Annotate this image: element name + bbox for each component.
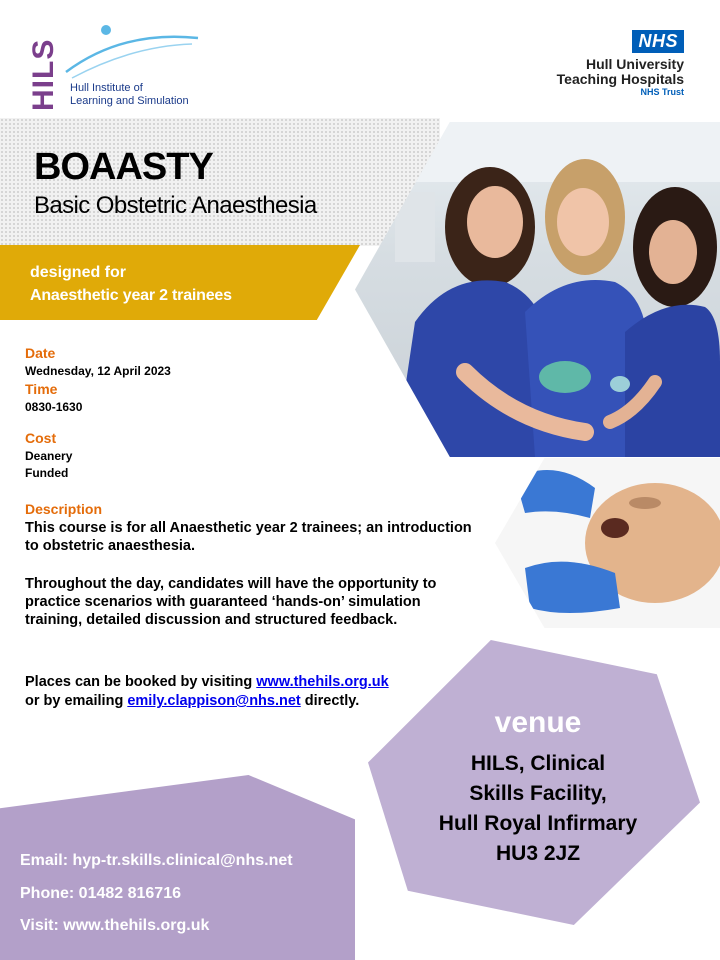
nhs-badge: NHS [632,30,684,53]
venue-line4: HU3 2JZ [495,842,581,865]
audience-banner [0,245,360,320]
banner-line1: designed for [30,264,127,281]
time-label: Time [25,381,58,397]
course-title: BOAASTY [34,146,213,188]
time-value: 0830-1630 [25,400,83,414]
nhs-trust: NHS Trust [640,87,684,97]
date-label: Date [25,345,56,361]
contact-email: Email: hyp-tr.skills.clinical@nhs.net [20,852,293,869]
course-subtitle: Basic Obstetric Anaesthesia [34,192,317,219]
hils-name [70,82,189,108]
contact-website: Visit: www.thehils.org.uk [20,917,210,934]
venue-line3: Hull Royal Infirmary [438,812,638,835]
manikin-photo [495,458,720,628]
hils-logo-mark [27,28,60,111]
manikin-photo-illustration [495,458,720,628]
hils-logo-text: HILS [27,38,60,111]
cost-line2: Funded [25,466,69,480]
booking-line [25,673,495,691]
venue-line1: HILS, Clinical [470,752,606,775]
nhs-name-line1: Hull University [585,56,684,72]
hils-logo [27,24,198,111]
email-prefix: or by emailing [25,693,128,709]
venue-line2: Skills Facility, [469,782,607,805]
email-link[interactable]: emily.clappison@nhs.net [127,693,301,709]
nhs-logo [484,30,684,97]
booking-link[interactable]: www.thehils.org.uk [256,674,389,690]
cost-label: Cost [25,430,57,446]
hils-name-line1: Hull Institute of [70,82,143,94]
banner-line2: Anaesthetic year 2 trainees [30,287,232,304]
booking-prefix: Places can be booked by visiting [25,674,257,690]
nhs-name-line2: Teaching Hospitals [556,71,684,87]
contact-phone: Phone: 01482 816716 [20,885,181,902]
description-paragraph-1: This course is for all Anaesthetic year 2 trainees; an introduction to obstetric anaesthesia. [25,520,472,554]
email-suffix: directly. [300,693,360,709]
cost-line1: Deanery [25,449,73,463]
venue-title: venue [494,706,582,739]
description-label: Description [25,501,103,517]
description-paragraph-2: Throughout the day, candidates will have the opportunity to practice scenarios with guaranteed ‘hands-on’ simulation training, detailed discussion and structured feedback. [25,576,437,628]
date-value: Wednesday, 12 April 2023 [25,364,171,378]
hils-name-line2: Learning and Simulation [70,95,189,107]
hils-swoosh-icon [62,24,202,84]
